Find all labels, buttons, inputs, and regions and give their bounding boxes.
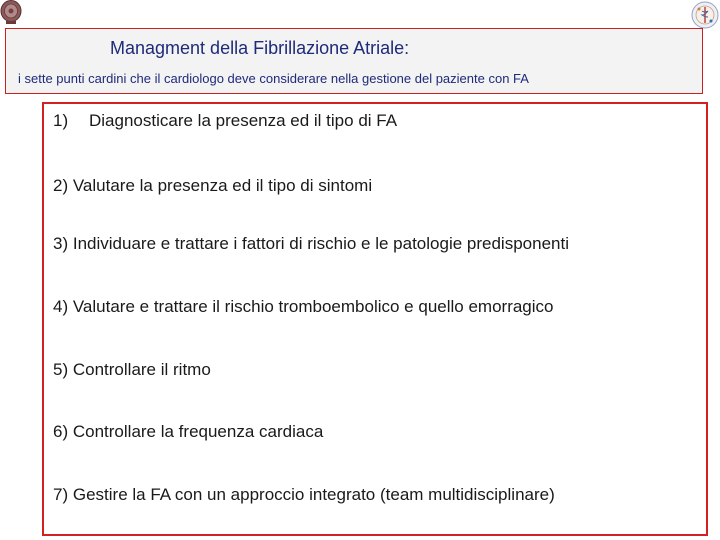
point-number: 4) — [53, 297, 69, 316]
point-text: Individuare e trattare i fattori di rischio e le patologie predisponenti — [72, 234, 569, 253]
point-number: 5) — [53, 360, 69, 379]
point-item-4 — [53, 297, 554, 317]
point-item-7 — [53, 485, 555, 505]
point-text: Valutare la presenza ed il tipo di sintomi — [72, 176, 373, 195]
header-banner — [5, 28, 703, 94]
point-item-1 — [53, 111, 397, 131]
circular-seal-icon — [0, 0, 22, 26]
point-item-5 — [53, 360, 211, 380]
slide-subtitle: i sette punti cardini che il cardiologo deve considerare nella gestione del paziente con FA — [18, 71, 529, 86]
point-number: 2) — [53, 176, 69, 195]
point-number: 3) — [53, 234, 69, 253]
medical-emblem-icon — [690, 0, 720, 30]
point-number: 6) — [53, 422, 69, 441]
point-text: Controllare la frequenza cardiaca — [72, 422, 324, 441]
point-item-6 — [53, 422, 323, 442]
point-number: 1) — [53, 111, 69, 130]
point-text: Controllare il ritmo — [72, 360, 211, 379]
point-text: Valutare e trattare il rischio tromboembolico e quello emorragico — [72, 297, 554, 316]
slide-title: Managment della Fibrillazione Atriale: — [110, 38, 410, 58]
point-number: 7) — [53, 485, 69, 504]
point-item-3 — [53, 234, 569, 254]
point-text: Diagnosticare la presenza ed il tipo di FA — [89, 111, 398, 130]
point-text: Gestire la FA con un approccio integrato (team multidisciplinare) — [72, 485, 555, 504]
point-item-2 — [53, 176, 372, 196]
key-points-box — [42, 102, 708, 536]
